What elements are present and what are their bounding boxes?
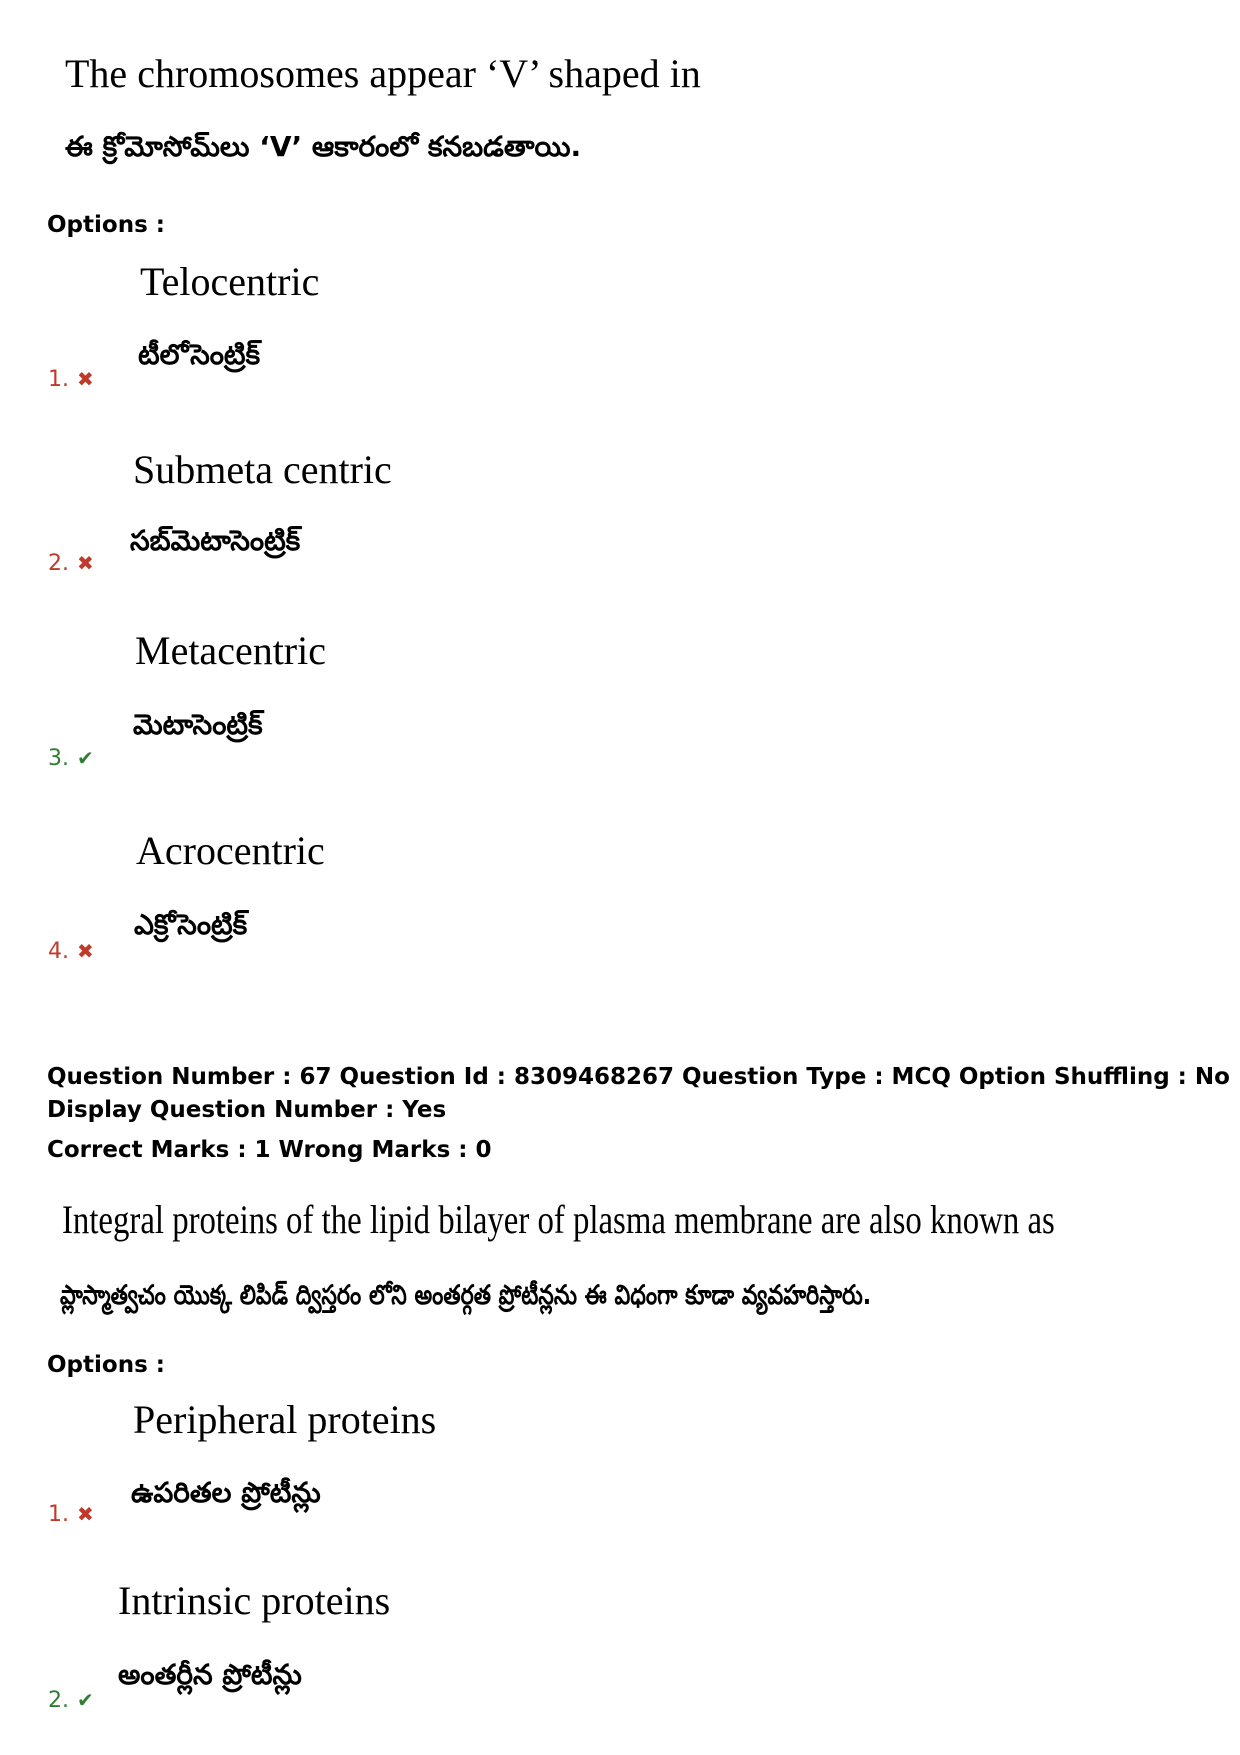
question-text-te: ఈ క్రోమోసోమ్‌లు ‘V’ ఆకారంలో కనబడతాయి.	[65, 130, 582, 163]
question-text-te: ప్లాస్మాత్వచం యొక్క లిపిడ్ ద్విస్తరం లోని అంతర్గత ప్రోటీన్లను ఈ విధంగా కూడా వ్యవహరిస్తారు.	[60, 1280, 872, 1311]
options-label: Options :	[47, 212, 165, 238]
option-1-text-en: Peripheral proteins	[133, 1397, 437, 1442]
question-marks: Correct Marks : 1 Wrong Marks : 0	[47, 1137, 492, 1163]
cross-icon: ✖	[77, 1502, 94, 1526]
options-label: Options :	[47, 1352, 165, 1378]
option-3-text-te: మెటాసెంట్రిక్	[133, 708, 263, 741]
option-2-text-te: అంతర్లీన ప్రోటీన్లు	[118, 1658, 302, 1691]
option-2-text-te: సబ్‌మెటాసెంట్రిక్	[130, 524, 301, 557]
option-2-number: 2. ✔	[48, 1688, 94, 1713]
option-2-text-en: Submeta centric	[133, 447, 392, 492]
option-2-number: 2. ✖	[48, 551, 94, 576]
option-4-number: 4. ✖	[48, 939, 94, 964]
cross-icon: ✖	[77, 939, 94, 963]
question-meta: Question Number : 67 Question Id : 8309468267 Question Type : MCQ Option Shuffling : No	[47, 1064, 1230, 1090]
option-2-text-en: Intrinsic proteins	[118, 1578, 391, 1623]
question-text-en: Integral proteins of the lipid bilayer of plasma membrane are also known as	[62, 1197, 1055, 1242]
option-4-text-te: ఎక్రోసెంట్రిక్	[134, 908, 248, 941]
cross-icon: ✖	[77, 367, 94, 391]
option-3-number: 3. ✔	[48, 746, 94, 771]
option-3-text-en: Metacentric	[135, 628, 326, 673]
option-1-number: 1. ✖	[48, 367, 94, 392]
option-1-number: 1. ✖	[48, 1502, 94, 1527]
check-icon: ✔	[77, 746, 94, 770]
cross-icon: ✖	[77, 551, 94, 575]
question-meta-display: Display Question Number : Yes	[47, 1097, 447, 1123]
option-1-text-en: Telocentric	[140, 259, 320, 304]
option-1-text-te: టీలోసెంట్రిక్	[138, 338, 261, 371]
option-4-text-en: Acrocentric	[136, 828, 325, 873]
option-1-text-te: ఉపరితల ప్రోటీన్లు	[131, 1476, 321, 1509]
check-icon: ✔	[77, 1688, 94, 1712]
question-text-en: The chromosomes appear ‘V’ shaped in	[65, 51, 701, 96]
